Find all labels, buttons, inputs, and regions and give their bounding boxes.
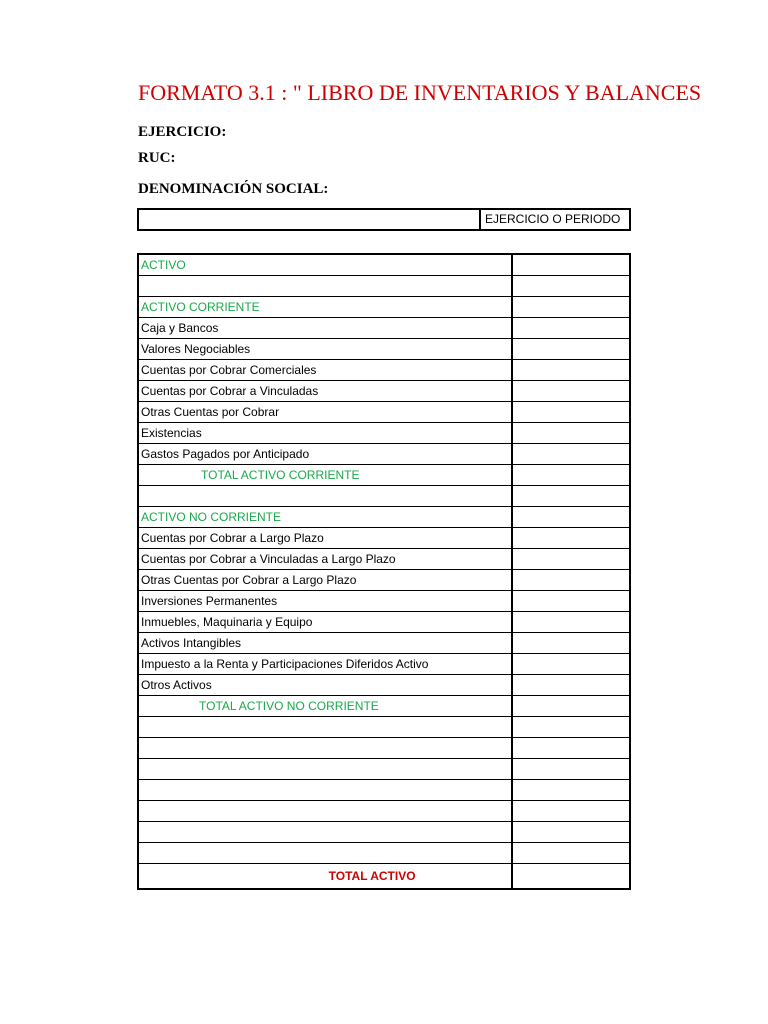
table-row (138, 612, 630, 633)
section-label: ACTIVO (138, 254, 512, 276)
value-cell[interactable] (512, 759, 630, 780)
value-cell[interactable] (512, 633, 630, 654)
grand-total-value-cell[interactable] (512, 864, 630, 890)
value-cell[interactable] (512, 591, 630, 612)
table-row (138, 486, 630, 507)
account-label: Inversiones Permanentes (138, 591, 512, 612)
period-header: EJERCICIO O PERIODO (485, 212, 621, 226)
blank-cell (138, 486, 512, 507)
value-cell[interactable] (512, 318, 630, 339)
value-cell[interactable] (512, 402, 630, 423)
account-label: Valores Negociables (138, 339, 512, 360)
table-row (138, 339, 630, 360)
table-row (138, 822, 630, 843)
value-cell[interactable] (512, 843, 630, 864)
value-cell[interactable] (512, 423, 630, 444)
account-label: Activos Intangibles (138, 633, 512, 654)
table-row (138, 675, 630, 696)
value-cell[interactable] (512, 528, 630, 549)
blank-cell (138, 801, 512, 822)
value-cell[interactable] (512, 297, 630, 318)
value-cell[interactable] (512, 654, 630, 675)
value-cell[interactable] (512, 339, 630, 360)
blank-cell (138, 780, 512, 801)
section-label: ACTIVO NO CORRIENTE (138, 507, 512, 528)
grand-total-row (138, 864, 630, 890)
value-cell[interactable] (512, 696, 630, 717)
value-cell[interactable] (512, 822, 630, 843)
ejercicio-label: EJERCICIO: (138, 124, 227, 140)
header-blank-cell (139, 210, 481, 229)
table-row (138, 465, 630, 486)
account-label: Inmuebles, Maquinaria y Equipo (138, 612, 512, 633)
account-label: Otras Cuentas por Cobrar a Largo Plazo (138, 570, 512, 591)
table-row (138, 318, 630, 339)
blank-cell (138, 759, 512, 780)
account-label: Otros Activos (138, 675, 512, 696)
table-row (138, 633, 630, 654)
ruc-label: RUC: (138, 150, 176, 166)
table-row (138, 360, 630, 381)
value-cell[interactable] (512, 717, 630, 738)
account-label: Caja y Bancos (138, 318, 512, 339)
value-cell[interactable] (512, 444, 630, 465)
value-cell[interactable] (512, 276, 630, 297)
subtotal-label: TOTAL ACTIVO NO CORRIENTE (138, 696, 512, 717)
value-cell[interactable] (512, 612, 630, 633)
table-row (138, 528, 630, 549)
value-cell[interactable] (512, 801, 630, 822)
account-label: Otras Cuentas por Cobrar (138, 402, 512, 423)
table-row (138, 423, 630, 444)
table-row (138, 381, 630, 402)
table-row (138, 254, 630, 276)
table-row (138, 402, 630, 423)
balance-table (137, 253, 631, 890)
value-cell[interactable] (512, 486, 630, 507)
table-row (138, 297, 630, 318)
table-row (138, 276, 630, 297)
table-row (138, 717, 630, 738)
denominacion-label: DENOMINACIÓN SOCIAL: (138, 181, 329, 197)
blank-cell (138, 738, 512, 759)
value-cell[interactable] (512, 549, 630, 570)
account-label: Cuentas por Cobrar a Largo Plazo (138, 528, 512, 549)
blank-cell (138, 717, 512, 738)
section-label: ACTIVO CORRIENTE (138, 297, 512, 318)
value-cell[interactable] (512, 254, 630, 276)
blank-cell (138, 843, 512, 864)
account-label: Impuesto a la Renta y Participaciones Diferidos Activo (138, 654, 512, 675)
value-cell[interactable] (512, 675, 630, 696)
page-title: FORMATO 3.1 : " LIBRO DE INVENTARIOS Y BALANCES (138, 80, 702, 105)
grand-total-text: TOTAL ACTIVO (328, 869, 416, 883)
table-row (138, 654, 630, 675)
value-cell[interactable] (512, 465, 630, 486)
account-label: Cuentas por Cobrar a Vinculadas (138, 381, 512, 402)
value-cell[interactable] (512, 780, 630, 801)
table-row (138, 780, 630, 801)
account-label: Existencias (138, 423, 512, 444)
table-row (138, 444, 630, 465)
grand-total-label (138, 864, 512, 890)
table-row (138, 696, 630, 717)
table-row (138, 549, 630, 570)
table-row (138, 591, 630, 612)
value-cell[interactable] (512, 507, 630, 528)
table-row (138, 843, 630, 864)
value-cell[interactable] (512, 738, 630, 759)
table-row (138, 507, 630, 528)
table-row (138, 801, 630, 822)
table-row (138, 759, 630, 780)
blank-cell (138, 276, 512, 297)
account-label: Cuentas por Cobrar Comerciales (138, 360, 512, 381)
table-row (138, 738, 630, 759)
account-label: Gastos Pagados por Anticipado (138, 444, 512, 465)
subtotal-label: TOTAL ACTIVO CORRIENTE (138, 465, 512, 486)
value-cell[interactable] (512, 570, 630, 591)
table-row (138, 570, 630, 591)
header-row (137, 208, 631, 231)
value-cell[interactable] (512, 381, 630, 402)
blank-cell (138, 822, 512, 843)
account-label: Cuentas por Cobrar a Vinculadas a Largo Plazo (138, 549, 512, 570)
value-cell[interactable] (512, 360, 630, 381)
